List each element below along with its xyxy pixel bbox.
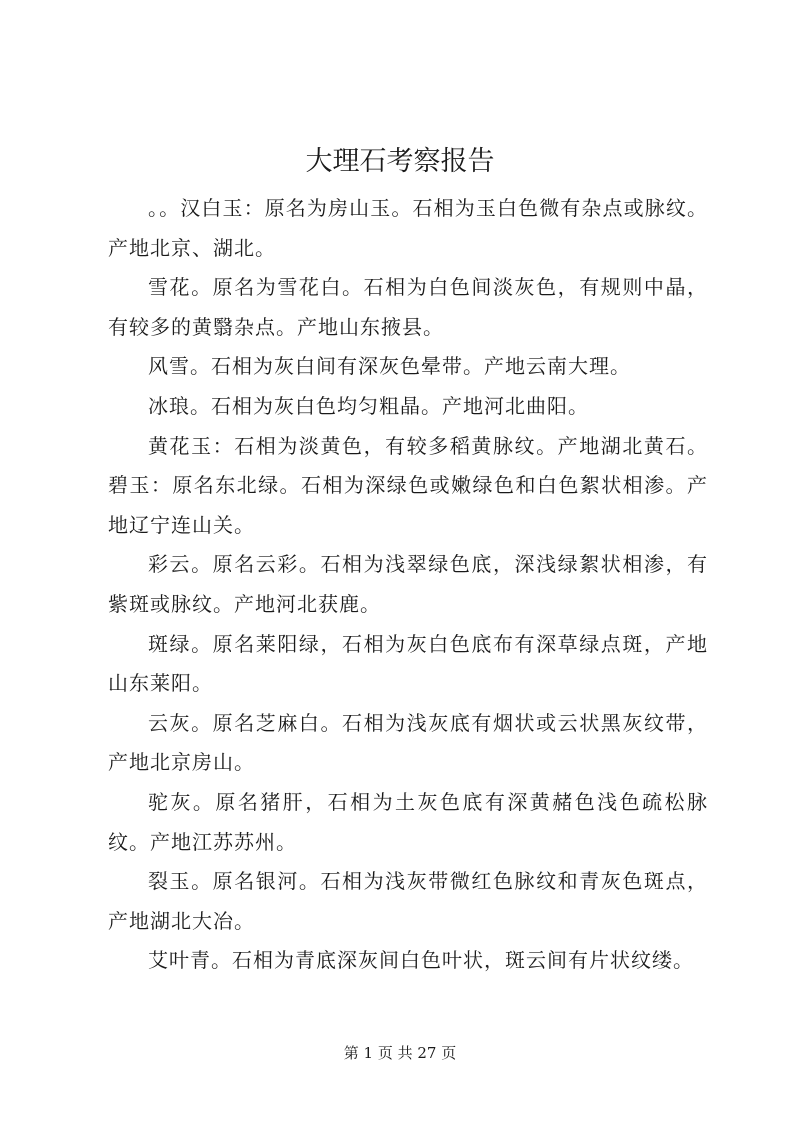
document-title: 大理石考察报告 xyxy=(305,146,495,177)
paragraph-banlv: 斑绿。原名莱阳绿，石相为灰白色底布有深草绿点斑，产地山东莱阳。 xyxy=(108,631,708,696)
document-body xyxy=(108,189,708,981)
paragraph-lieyu: 裂玉。原名银河。石相为浅灰带微红色脉纹和青灰色斑点，产地湖北大冶。 xyxy=(108,869,708,933)
paragraph-fengxue: 风雪。石相为灰白间有深灰色晕带。产地云南大理。 xyxy=(148,354,631,379)
paragraph-caiyun: 彩云。原名云彩。石相为浅翠绿色底，深浅绿絮状相渗，有紫斑或脉纹。产地河北获鹿。 xyxy=(108,552,708,616)
paragraph-hanbaiyu: 。。汉白玉：原名为房山玉。石相为玉白色微有杂点或脉纹。产地北京、湖北。 xyxy=(108,196,708,260)
paragraph-aiyeqing: 艾叶青。石相为青底深灰间白色叶状，斑云间有片状纹缕。 xyxy=(148,948,694,973)
paragraph-binglang: 冰琅。石相为灰白色均匀粗晶。产地河北曲阳。 xyxy=(148,393,589,418)
paragraph-yunhui: 云灰。原名芝麻白。石相为浅灰底有烟状或云状黑灰纹带，产地北京房山。 xyxy=(108,710,708,775)
paragraph-tuohui: 驼灰。原名猪肝，石相为土灰色底有深黄赭色浅色疏松脉纹。产地江苏苏州。 xyxy=(108,789,708,854)
paragraph-xuehua: 雪花。原名为雪花白。石相为白色间淡灰色，有规则中晶，有较多的黄翳杂点。产地山东掖县。 xyxy=(108,275,708,339)
page-number-footer: 第 1 页 共 27 页 xyxy=(343,1044,457,1062)
paragraph-huanghuayu: 黄花玉：石相为淡黄色，有较多稻黄脉纹。产地湖北黄石。碧玉：原名东北绿。石相为深绿色或嫩绿色和白色絮状相渗。产地辽宁连山关。 xyxy=(108,433,708,537)
